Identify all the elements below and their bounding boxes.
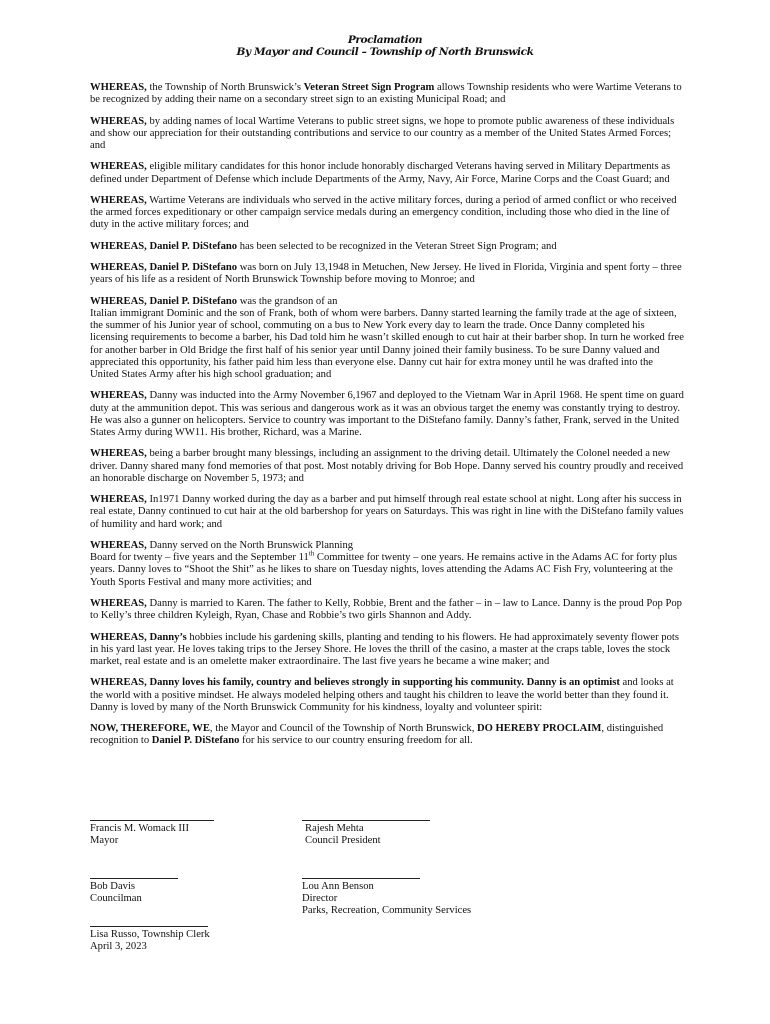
whereas-paragraph (90, 448, 684, 485)
text-segment: th (308, 549, 315, 558)
signer-department: Parks, Recreation, Community Services (302, 905, 472, 917)
signer-name: Bob Davis (90, 881, 136, 892)
text-segment: for his service to our country ensuring freedom for all. (239, 735, 473, 747)
bold-text: WHEREAS, Daniel P. DiStefano (90, 295, 238, 307)
bold-text: WHEREAS, (90, 494, 147, 506)
text-segment: Wartime Veterans are individuals who served in the active military forces, during a period of armed conflict or who received the armed forces expeditionary or other campaign service medals during an emergency condition, including those who died in the line of duty in the active military forces; and (90, 194, 677, 231)
bold-text: WHEREAS, (90, 390, 147, 402)
signer-name: Rajesh Mehta (305, 823, 364, 834)
signer-title: Mayor (90, 835, 119, 847)
whereas-paragraph (90, 540, 684, 589)
text-segment: Board for twenty – five years and the September 11 (90, 552, 309, 564)
signature-line (90, 866, 178, 879)
whereas-paragraph (90, 632, 684, 669)
bold-text: WHEREAS, (90, 161, 147, 173)
bold-text: WHEREAS, (90, 115, 147, 127)
text-segment: has been selected to be recognized in the Veteran Street Sign Program; and (237, 240, 557, 252)
signature-date: April 3, 2023 (90, 941, 147, 953)
document-title: Proclamation (347, 34, 423, 46)
whereas-paragraph (90, 262, 684, 286)
whereas-paragraph (90, 494, 684, 531)
bold-text: DO HEREBY PROCLAIM (477, 723, 602, 735)
text-segment: Danny is married to Karen. The father to Kelly, Robbie, Brent and the father – in – law to Lance. Danny is the proud Pop Pop to Kelly’s three children Kyleigh, Ryan, Chase and Robbie’s two girls Shannon and Addy. (90, 597, 682, 622)
text-segment: Committee for twenty – one years. He remains active in the Adams AC for forty plus years. Danny loves to “Shoot the Shit” as he likes to share on Tuesday nights, loves attending the Adams AC Fish Fry, volunteering at the Youth Sports Festival and many more activities; and (90, 552, 677, 588)
bold-text: WHEREAS, (90, 194, 147, 206)
whereas-paragraph (90, 677, 684, 714)
bold-text: WHEREAS, (90, 539, 147, 551)
text-segment: Danny was inducted into the Army November 6,1967 and deployed to the Vietnam War in April 1968. He spent time on guard duty at the ammunition depot. This was serious and dangerous work as it was an obvious target the enemy was constantly trying to destroy. He was also a gunner on helicopters. Service to country was important to the DiStefano family. Danny’s father, Frank, served in the United States Army during WW11. His brother, Richard, was a Marine. (90, 390, 684, 438)
signature-block-clerk (90, 914, 250, 953)
bold-text: WHEREAS, (90, 82, 147, 93)
whereas-paragraph (90, 598, 684, 622)
signature-block-council-president (302, 808, 430, 847)
signature-line (302, 808, 430, 821)
text-segment: hobbies include his gardening skills, planting and tending to his flowers. He had approximately seventy flower pots in his yard last year. He loves taking trips to the Jersey Shore. He loves the thrill of the casino, a master at the craps table, loves the stock market, real estate and is an omelette maker extraordinaire. The last five years he became a wine maker; and (90, 631, 679, 667)
whereas-paragraph (90, 82, 684, 106)
text-segment: and looks at the world with a positive mindset. He always modeled helping others and taught his children to leave the world better than they found it. Danny is loved by many of the North Brunswick Community for his kindness, loyalty and volunteer spirit: (90, 677, 674, 713)
bold-text: WHEREAS, Danny’s (90, 631, 187, 643)
whereas-paragraph (90, 723, 684, 747)
text-segment: Italian immigrant Dominic and the son of Frank, both of whom were barbers. Danny started learning the family trade at the age of sixteen, the summer of his Junior year of school, commuting on a bus to New York every day to learn the trade. Once Danny completed his licensing requirements to become a barber, his Dad told him he wasn’t skilled enough to cut hair at their barber shop. In turn he worked free for another barber in Old Bridge the first half of his senior year until Danny joined their family business. To be sure Danny valued and appreciated this opportunity, his father paid him less than everyone else. Danny cut hair for extra money until he was drafted into the United States Army after his high school graduation; and (90, 307, 684, 380)
signer-name: Francis M. Womack III (90, 823, 189, 834)
bold-text: WHEREAS, Danny loves his family, country and believes strongly in supporting his community. Danny is an optimist (90, 677, 620, 689)
signer-title: Director (302, 893, 338, 905)
whereas-paragraph (90, 195, 684, 232)
bold-text: Veteran Street Sign Program (303, 82, 435, 93)
signer-name: Lisa Russo, Township Clerk (90, 929, 210, 940)
signature-line (302, 866, 420, 879)
text-segment: being a barber brought many blessings, including an assignment to the driving detail. Ultimately the Colonel needed a new driver. Danny shared many fond memories of that post. Most notably driving for Bob Hope. Danny served his country proudly and received an honorable discharge on November 5, 1973; and (90, 448, 684, 484)
text-segment: allows Township residents who were Wartime Veterans to be recognized by adding their name on a secondary street sign to an existing Municipal Road; and (90, 82, 682, 106)
text-segment: In1971 Danny worked during the day as a barber and put himself through real estate school at night. Long after his success in real estate, Danny continued to cut hair at the old barbershop for years on Saturdays. This was right in line with the DiStefano family values of humility and hard work; and (90, 494, 684, 530)
bold-text: WHEREAS, (90, 448, 147, 460)
signer-title: Councilman (90, 893, 142, 905)
bold-text: WHEREAS, Daniel P. DiStefano (90, 262, 238, 274)
text-segment: eligible military candidates for this honor include honorably discharged Veterans having served in Military Departments as defined under Department of Defense which include Departments of the Army, Navy, Air Force, Marine Corps and the Coast Guard; and (90, 161, 671, 185)
text-segment: , the Mayor and Council of the Township of North Brunswick, (209, 723, 478, 735)
whereas-paragraph (90, 296, 684, 381)
signature-line (90, 914, 208, 927)
whereas-paragraph (90, 116, 684, 153)
signer-name: Lou Ann Benson (302, 881, 374, 892)
signature-block-councilman (90, 866, 178, 905)
signer-title: Council President (305, 835, 381, 847)
proclamation-body (90, 82, 684, 757)
bold-text: WHEREAS, (90, 597, 147, 609)
whereas-paragraph (90, 390, 684, 439)
text-segment: the Township of North Brunswick’s (146, 82, 304, 93)
text-segment: by adding names of local Wartime Veterans to public street signs, we hope to promote public awareness of these individuals and show our appreciation for their outstanding contributions and service to our country as a member of the United States Armed Forces; and (90, 115, 675, 151)
whereas-paragraph (90, 241, 684, 253)
signature-line (90, 808, 214, 821)
text-segment: was the grandson of an (237, 295, 338, 307)
bold-text: Daniel P. DiStefano (151, 735, 240, 747)
bold-text: NOW, THEREFORE, WE (90, 723, 210, 735)
signature-block-director (302, 866, 502, 918)
text-segment: , distinguished recognition to (90, 723, 664, 747)
bold-text: WHEREAS, Daniel P. DiStefano (90, 240, 238, 252)
signature-block-mayor (90, 808, 214, 847)
text-segment: was born on July 13,1948 in Metuchen, New Jersey. He lived in Florida, Virginia and spent forty – three years of his life as a resident of North Brunswick Township before moving to Monroe; and (90, 262, 682, 286)
document-subtitle: By Mayor and Council – Township of North Brunswick (236, 46, 534, 58)
text-segment: Danny served on the North Brunswick Planning (146, 539, 354, 551)
whereas-paragraph (90, 161, 684, 185)
